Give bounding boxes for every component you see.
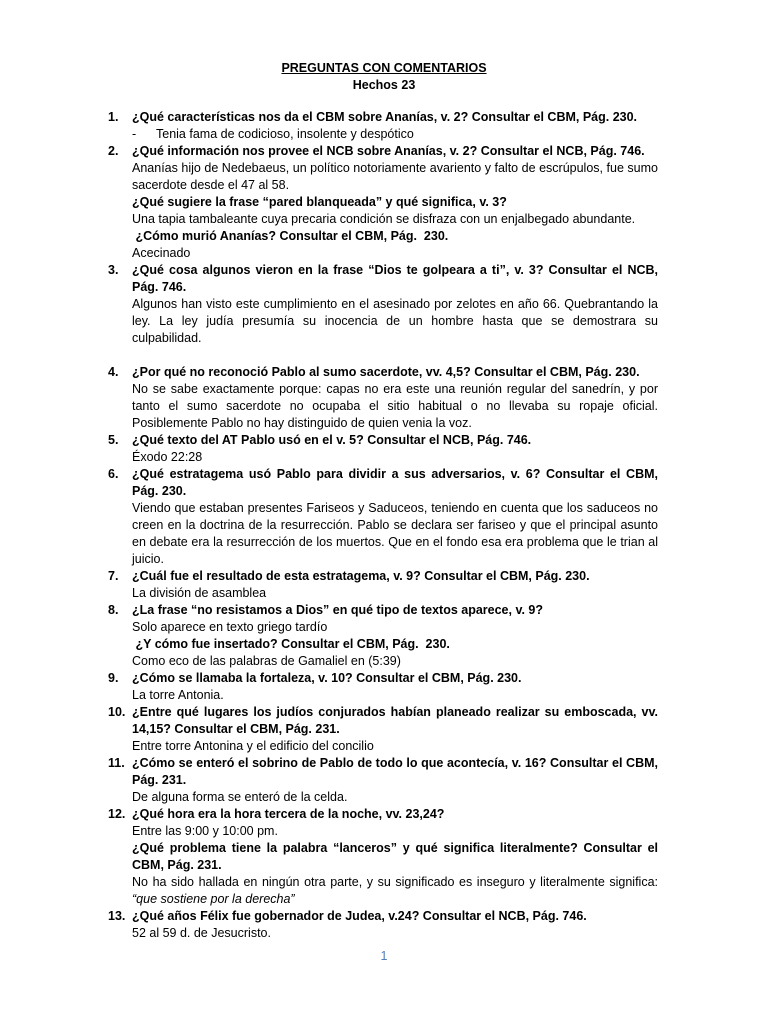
question-text: ¿Entre qué lugares los judíos conjurados habían planeado realizar su emboscada, vv. 14,15? Consultar el CBM, Pág. 231. xyxy=(132,705,658,736)
bullet-dash: - xyxy=(132,127,137,141)
question-number: 7. xyxy=(108,569,119,583)
answer-text: La división de asamblea xyxy=(132,586,267,600)
question-number: 2. xyxy=(108,144,119,158)
answer-text: Solo aparece en texto griego tardío xyxy=(132,620,328,634)
question-item xyxy=(0,109,658,143)
question-text: ¿Qué hora era la hora tercera de la noche, vv. 23,24? xyxy=(132,807,445,821)
sub-question-text: ¿Y cómo fue insertado? Consultar el CBM, Pág. 230. xyxy=(132,637,450,651)
question-number: 12. xyxy=(108,807,126,821)
answer-text: Algunos han visto este cumplimiento en el asesinado por zelotes en año 66. Quebrantando la ley. La ley judía presumía su inocencia de un hombre hasta que se demostrara su culpabilidad. xyxy=(132,297,658,345)
question-item xyxy=(0,806,658,908)
question-item xyxy=(0,670,658,704)
question-text: ¿Qué estratagema usó Pablo para dividir a sus adversarios, v. 6? Consultar el CBM, Pág. 230. xyxy=(132,467,658,498)
question-number: 6. xyxy=(108,467,119,481)
answer-text: De alguna forma se enteró de la celda. xyxy=(132,790,348,804)
question-item xyxy=(0,704,658,755)
page-number: 1 xyxy=(380,949,388,963)
sub-question-text: ¿Qué sugiere la frase “pared blanqueada” y qué significa, v. 3? xyxy=(132,195,507,209)
question-text: ¿Cuál fue el resultado de esta estratagema, v. 9? Consultar el CBM, Pág. 230. xyxy=(132,569,590,583)
question-list xyxy=(0,109,768,942)
sub-question-text: ¿Cómo murió Ananías? Consultar el CBM, Pág. 230. xyxy=(132,229,449,243)
question-item xyxy=(0,602,658,670)
question-number: 3. xyxy=(108,263,119,277)
question-item xyxy=(0,466,658,568)
document-title: PREGUNTAS CON COMENTARIOS xyxy=(281,61,487,75)
answer-bullet-text: Tenia fama de codicioso, insolente y despótico xyxy=(156,127,414,141)
answer-text: Entre torre Antonina y el edificio del concilio xyxy=(132,739,374,753)
answer-text: 52 al 59 d. de Jesucristo. xyxy=(132,926,271,940)
question-number: 8. xyxy=(108,603,119,617)
question-text: ¿Qué características nos da el CBM sobre Ananías, v. 2? Consultar el CBM, Pág. 230. xyxy=(132,110,638,124)
blank-line xyxy=(0,347,768,364)
answer-text: Éxodo 22:28 xyxy=(132,450,203,464)
question-number: 10. xyxy=(108,705,126,719)
sub-question-text: ¿Qué problema tiene la palabra “lanceros” y qué significa literalmente? Consultar el CBM, Pág. 231. xyxy=(132,841,658,872)
document-subtitle: Hechos 23 xyxy=(352,78,416,92)
question-item xyxy=(0,262,658,347)
answer-text: Entre las 9:00 y 10:00 pm. xyxy=(132,824,278,838)
question-text: ¿Por qué no reconoció Pablo al sumo sacerdote, vv. 4,5? Consultar el CBM, Pág. 230. xyxy=(132,365,640,379)
question-text: ¿Qué cosa algunos vieron en la frase “Dios te golpeara a ti”, v. 3? Consultar el NCB, Pág. 746. xyxy=(132,263,658,294)
question-number: 9. xyxy=(108,671,119,685)
sub-answer-main: No ha sido hallada en ningún otra parte, y su significado es inseguro y literalmente significa: xyxy=(132,875,658,889)
literal-meaning-quote: “que sostiene por la derecha” xyxy=(132,892,295,906)
sub-answer-text: Como eco de las palabras de Gamaliel en (5:39) xyxy=(132,654,401,668)
question-number: 4. xyxy=(108,365,119,379)
question-item xyxy=(0,143,658,262)
question-text: ¿Qué años Félix fue gobernador de Judea, v.24? Consultar el NCB, Pág. 746. xyxy=(132,909,587,923)
answer-text: No se sabe exactamente porque: capas no era este una reunión regular del sanedrín, y por tanto el sumo sacerdote no ocupaba el sitio habitual o no llevaba su ropaje oficial. Posiblemente Pablo no hay distinguido de quien venia la voz. xyxy=(132,382,658,430)
question-number: 1. xyxy=(108,110,119,124)
answer-text xyxy=(132,126,658,143)
question-number: 5. xyxy=(108,433,119,447)
question-text: ¿Qué texto del AT Pablo usó en el v. 5? Consultar el NCB, Pág. 746. xyxy=(132,433,532,447)
question-item xyxy=(0,908,658,942)
question-text: ¿Qué información nos provee el NCB sobre Ananías, v. 2? Consultar el NCB, Pág. 746. xyxy=(132,144,645,158)
sub-answer-text: Acecinado xyxy=(132,246,191,260)
question-item xyxy=(0,568,658,602)
sub-answer-text xyxy=(132,874,658,908)
question-number: 11. xyxy=(108,756,125,770)
answer-text: La torre Antonia. xyxy=(132,688,224,702)
question-item xyxy=(0,364,658,432)
question-text: ¿La frase “no resistamos a Dios” en qué tipo de textos aparece, v. 9? xyxy=(132,603,544,617)
answer-text: Viendo que estaban presentes Fariseos y Saduceos, teniendo en cuenta que los saduceos no creen en la doctrina de la resurrección. Pablo se declara ser fariseo y que el principal asunto en debate era la resurrección de los muertos. Que en el fondo esa era problema que le trian al juicio. xyxy=(132,501,658,566)
answer-text: Ananías hijo de Nedebaeus, un político notoriamente avariento y falto de escrúpulos, fue sumo sacerdote desde el 47 al 58. xyxy=(132,161,658,192)
question-item xyxy=(0,432,658,466)
question-number: 13. xyxy=(108,909,126,923)
question-item xyxy=(0,755,658,806)
question-text: ¿Cómo se llamaba la fortaleza, v. 10? Consultar el CBM, Pág. 230. xyxy=(132,671,522,685)
sub-answer-text: Una tapia tambaleante cuya precaria condición se disfraza con un enjalbegado abundante. xyxy=(132,212,636,226)
question-text: ¿Cómo se enteró el sobrino de Pablo de todo lo que acontecía, v. 16? Consultar el CBM, Pág. 231. xyxy=(132,756,658,787)
